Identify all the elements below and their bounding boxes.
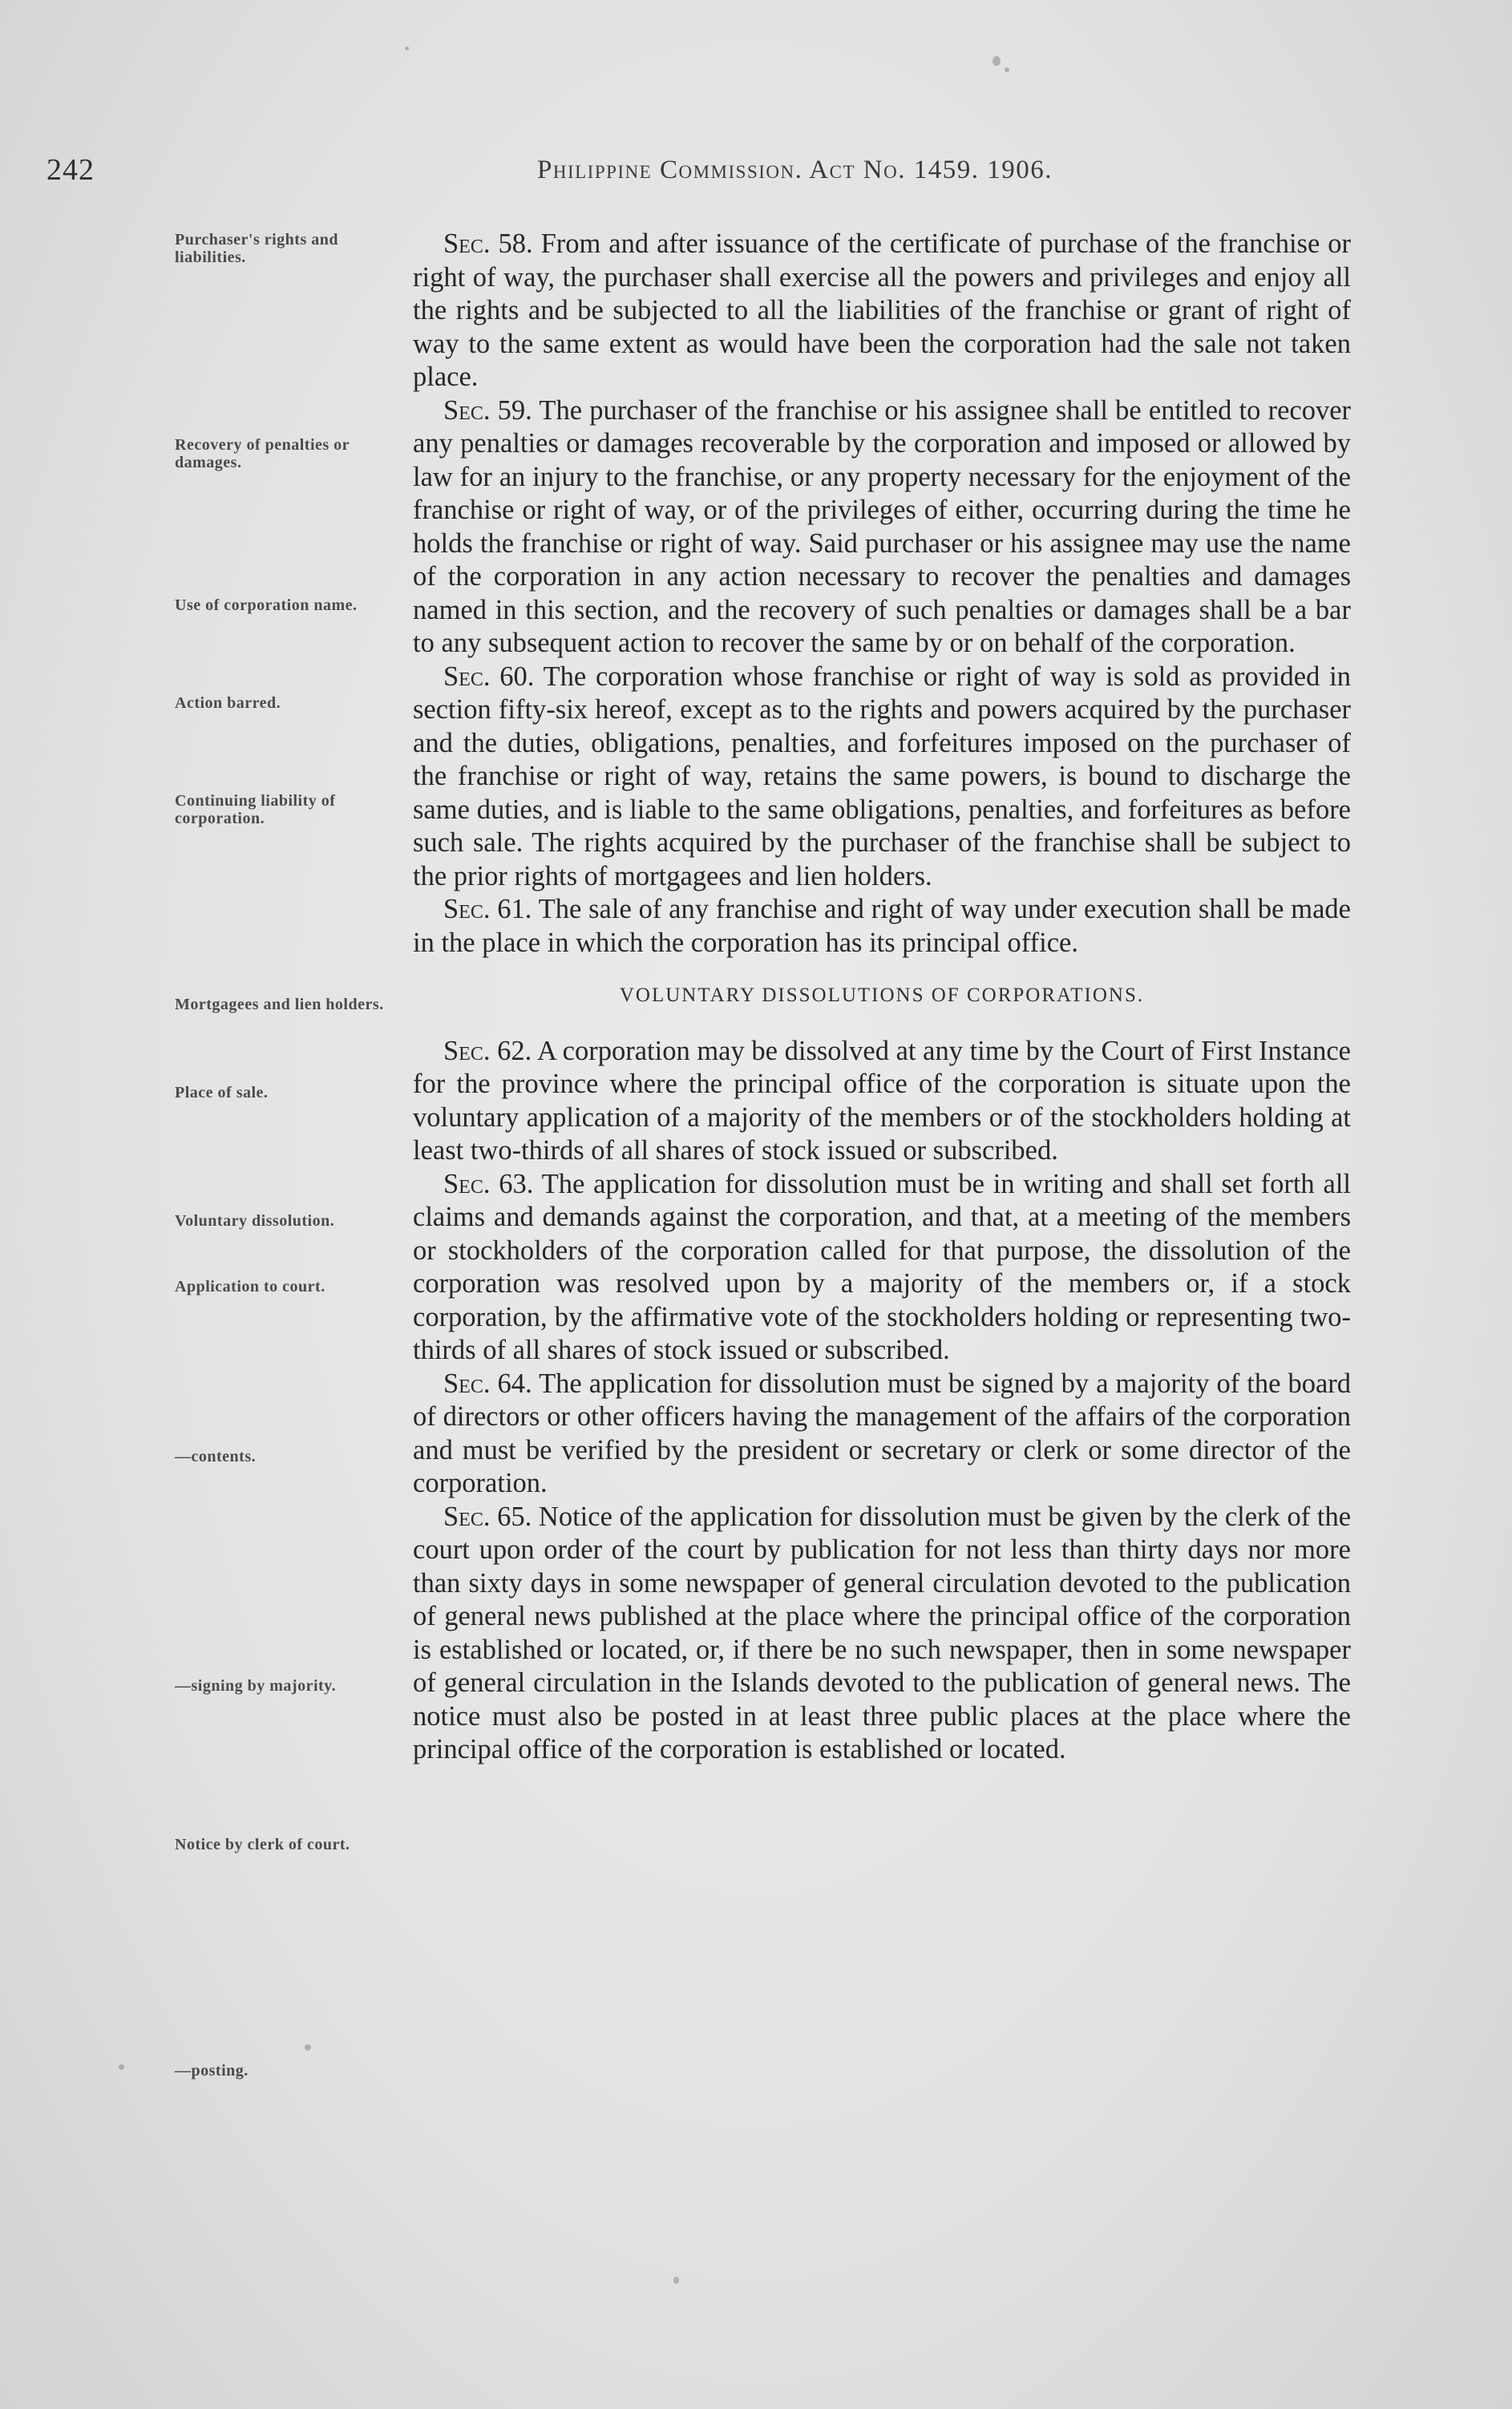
section-text: From and after issuance of the certificate of purchase of the franchise or right of way, the purchaser shall exercise all the powers and privileges and enjoy all the rights and be subjected to all the liabilities of the franchise or grant of right of way to the same extent as would have been the corporation had the sale not taken place. — [413, 228, 1352, 392]
margin-note: Use of corporation name. — [175, 596, 358, 614]
section-64 — [413, 1368, 1351, 1501]
section-text: The application for dissolution must be signed by a majority of the board of directors or other officers having the management of the affairs of the corporation and must be verified by the president or secretary or clerk or some director of the corporation. — [413, 1368, 1351, 1498]
section-62 — [413, 1035, 1351, 1168]
margin-note: Application to court. — [175, 1278, 325, 1295]
margin-note: —signing by majority. — [175, 1677, 337, 1695]
section-63 — [413, 1168, 1351, 1368]
section-label: Sec. 59. — [443, 394, 532, 426]
margin-note: Continuing liability of corporation. — [175, 792, 336, 827]
section-65 — [413, 1501, 1351, 1767]
paper-speck — [405, 46, 409, 51]
section-text: A corporation may be dissolved at any time by the Court of First Instance for the province where the principal office of the corporation is situate upon the voluntary application of a majority of the members or of the stockholders holding at least two-thirds of all shares of stock issued or subscribed. — [413, 1035, 1351, 1166]
section-label: Sec. 61. — [443, 894, 532, 924]
page-header — [0, 152, 1512, 200]
margin-note: Notice by clerk of court. — [175, 1836, 350, 1853]
running-head: Philippine Commission. Act No. 1459. 1906. — [537, 156, 1053, 184]
section-text: Notice of the application for dissolution must be given by the clerk of the court upon order of the court by publication for not less than thirty days nor more than sixty days in some newspaper of general circulation devoted to the publication of general news published at the place where the principal office of the corporation is established or located, or, if there be no such newspaper, then in some newspaper of general circulation in the Islands devoted to the publication of general news. The notice must also be posted in at least three public places at the place where the principal office of the corporation is established or located. — [413, 1501, 1352, 1764]
section-text: The purchaser of the franchise or his assignee shall be entitled to recover any penalties or damages recoverable by the corporation and imposed or allowed by law for an injury to the franchise, or any property necessary for the enjoyment of the franchise or right of way, or of the privileges of either, occurring during the time he holds the franchise or right of way. Said purchaser or his assignee may use the name of the corporation in any action necessary to recover the penalties and damages named in this section, and the recovery of such penalties or damages shall be a bar to any subsequent action to recover the same by or on behalf of the corporation. — [413, 394, 1351, 658]
paper-speck — [993, 56, 1001, 66]
margin-note: Action barred. — [175, 694, 281, 712]
margin-note: Purchaser's rights and liabilities. — [175, 231, 338, 266]
section-60 — [413, 661, 1351, 894]
section-text: The sale of any franchise and right of way under execution shall be made in the place in which the corporation has its principal office. — [413, 894, 1351, 958]
section-heading: VOLUNTARY DISSOLUTIONS OF CORPORATIONS. — [619, 984, 1145, 1006]
paper-speck — [1005, 67, 1009, 72]
page-number: 242 — [46, 153, 95, 187]
body-text — [413, 228, 1351, 1767]
section-label: Sec. 58. — [443, 228, 533, 259]
margin-note: —posting. — [175, 2062, 249, 2080]
section-label: Sec. 65. — [443, 1501, 532, 1532]
margin-note: —contents. — [175, 1448, 257, 1465]
section-58 — [413, 228, 1351, 394]
section-label: Sec. 63. — [443, 1168, 534, 1199]
section-59 — [413, 394, 1351, 661]
margin-note: Voluntary dissolution. — [175, 1212, 335, 1230]
margin-note: Place of sale. — [175, 1084, 269, 1101]
margin-note: Recovery of penalties or damages. — [175, 436, 350, 471]
margin-note: Mortgagees and lien holders. — [175, 996, 384, 1013]
section-label: Sec. 62. — [443, 1035, 532, 1066]
paper-speck — [119, 2064, 124, 2070]
section-text: The application for dissolution must be in writing and shall set forth all claims and demands against the corporation, and that, at a meeting of the members or stockholders of the corporation called for that purpose, the dissolution of the corporation was resolved upon by a majority of the members or, if a stock corporation, by the affirmative vote of the stockholders holding or representing two-thirds of all shares of stock issued or subscribed. — [413, 1168, 1351, 1365]
section-label: Sec. 60. — [443, 661, 535, 692]
section-61 — [413, 893, 1351, 960]
paper-speck — [673, 2277, 679, 2284]
section-label: Sec. 64. — [443, 1368, 532, 1399]
section-text: The corporation whose franchise or right of way is sold as provided in section fifty-six hereof, except as to the rights and powers acquired by the purchaser and the duties, obligations, penalties, and forfeitures imposed on the purchaser of the franchise or right of way, retains the same powers, is bound to discharge the same duties, and is liable to the same obligations, penalties, and forfeitures as before such sale. The rights acquired by the purchaser of the franchise shall be subject to the prior rights of mortgagees and lien holders. — [413, 661, 1351, 891]
paper-speck — [305, 2044, 311, 2051]
